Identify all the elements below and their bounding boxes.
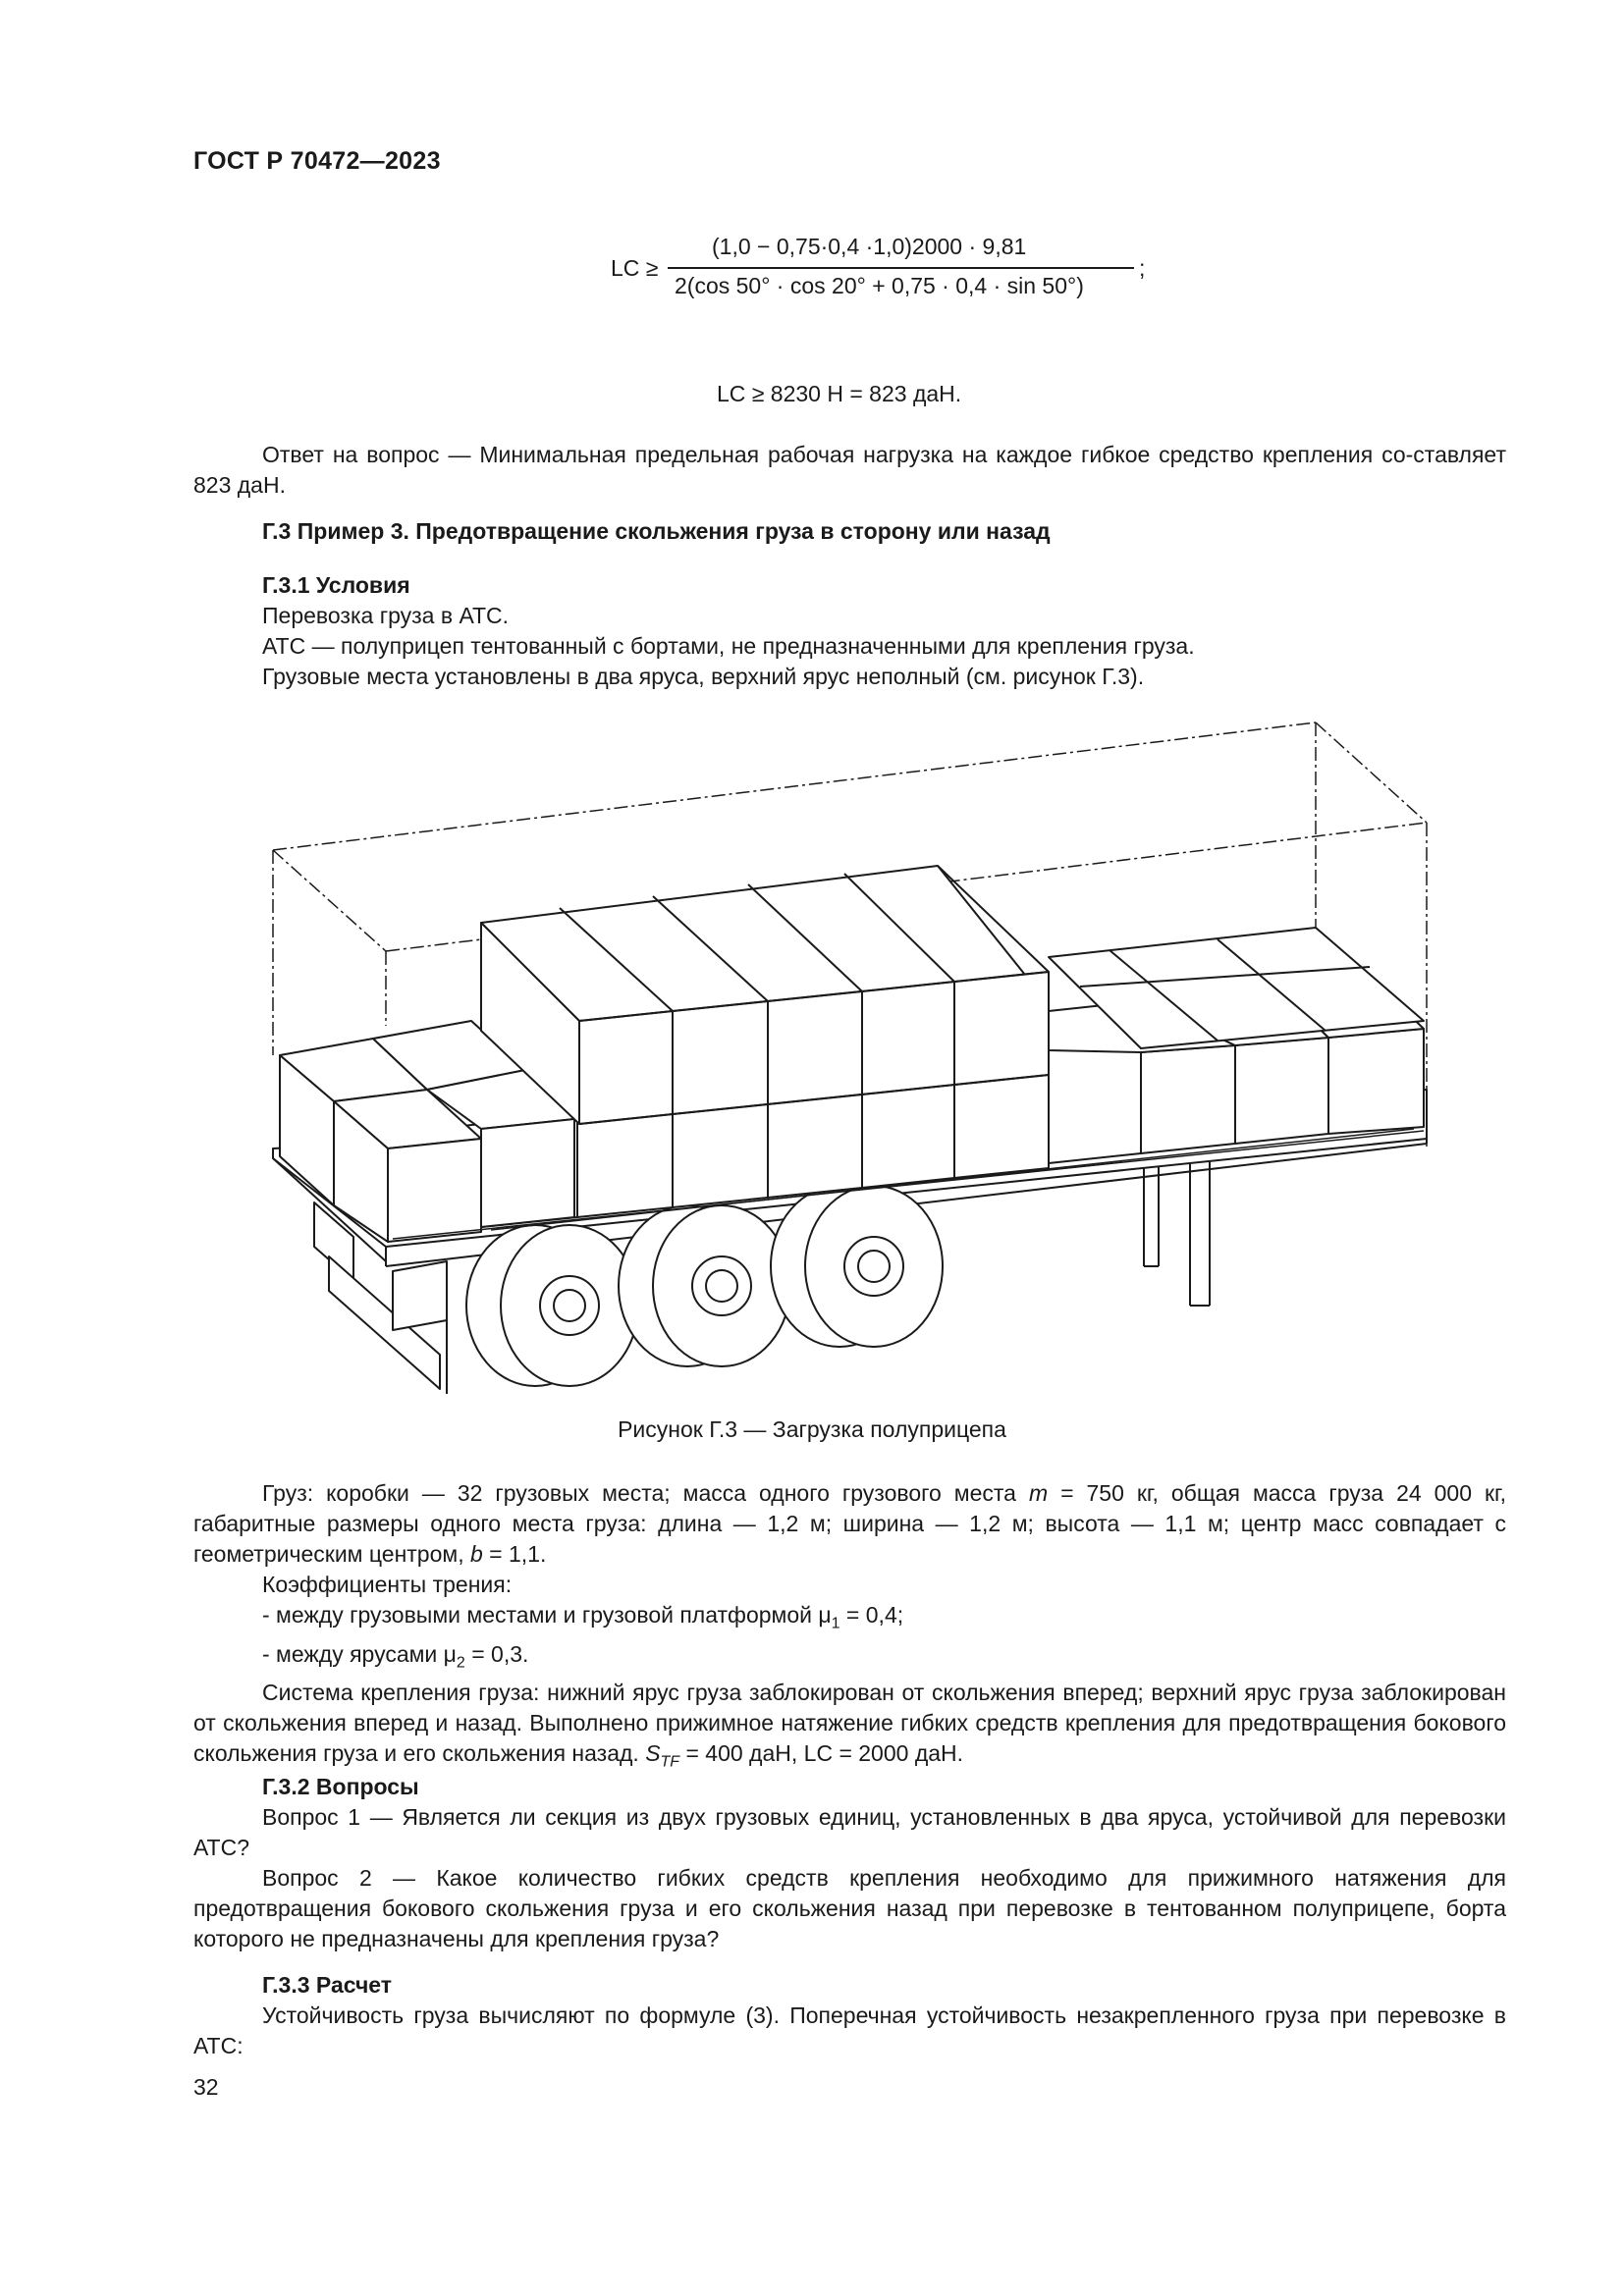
page-number: 32 (193, 2074, 219, 2100)
section-g3-title: Г.3 Пример 3. Предотвращение скольжения груза в сторону или назад (262, 518, 1051, 544)
friction-item-1: - между грузовыми местами и грузовой платформой $\mu_1 = 0,4$; (262, 1602, 904, 1632)
formula-result: LC ≥ 8230 Н = 823 даН. (717, 381, 962, 406)
answer-paragraph (193, 440, 1506, 501)
securing-system: Система крепления груза: нижний ярус груза заблокирован от скольжения вперед; верхний ярус груза заблокирован от скольжения вперед и назад. Выполнено прижимное натяжение гибких средств крепления для предотвращения бокового скольжения груза и его скольжения назад. $S_{TF} = 400$ даН, LC = 2000 даН. (193, 1680, 1506, 1771)
g31-line-2: АТС — полуприцеп тентованный с бортами, не предназначенными для крепления груза. (262, 633, 1195, 659)
answer-text: Ответ на вопрос — Минимальная предельная рабочая нагрузка на каждое гибкое средство крепления со-ставляет 823 даН. (193, 442, 1506, 498)
g31-line-1: Перевозка груза в АТС. (262, 603, 510, 628)
fraction-bar (668, 267, 1134, 269)
g33-title: Г.3.3 Расчет (262, 1972, 393, 1998)
formula-semicolon: ; (1139, 255, 1146, 281)
figure-caption: Рисунок Г.3 — Загрузка полуприцепа (618, 1416, 1006, 1442)
section-g32 (193, 1772, 1506, 1954)
calc-text: Устойчивость груза вычисляют по формуле (3). Поперечная устойчивость незакрепленного груза при перевозке в АТС: (193, 2002, 1506, 2058)
document-header: ГОСТ Р 70472—2023 (193, 147, 441, 175)
formula-denominator: 2(cos 50° · cos 20° + 0,75 · 0,4 · sin 50°) (675, 273, 1084, 298)
formula-lhs: LC ≥ (611, 255, 659, 281)
g32-title: Г.3.2 Вопросы (262, 1774, 419, 1799)
section-g33 (193, 1970, 1506, 2061)
semitrailer-figure (265, 717, 1443, 1404)
question-2: Вопрос 2 — Какое количество гибких средств крепления необходимо для прижимного натяжения для предотвращения бокового скольжения груза и его скольжения назад при перевозке в тентованном полуприцепе, борта которого не предназначены для крепления груза? (193, 1865, 1506, 1951)
g31-line-3: Грузовые места установлены в два яруса, верхний ярус неполный (см. рисунок Г.3). (262, 664, 1145, 689)
cargo-text: Груз: коробки — 32 грузовых места; масса одного грузового места m = 750 кг, общая масса груза 24 000 кг, габаритные размеры одного места груза: длина — 1,2 м; ширина — 1,2 м; высота — 1,1 м; центр масс совпадает с геометрическим центром, b = 1,1. (193, 1480, 1507, 1567)
formula-numerator: (1,0 − 0,75·0,4 ·1,0)2000 · 9,81 (712, 234, 1027, 259)
friction-title: Коэффициенты трения: (262, 1572, 513, 1597)
g31-title: Г.3.1 Условия (262, 572, 410, 598)
formula-lc (609, 234, 1146, 312)
section-g31 (193, 570, 1506, 692)
friction-item-2: - между ярусами $\mu_2 = 0,3$. (262, 1640, 529, 1672)
cargo-paragraph (193, 1478, 1506, 1778)
question-1: Вопрос 1 — Является ли секция из двух грузовых единиц, установленных в два яруса, устойчивой для перевозки АТС? (193, 1804, 1506, 1860)
